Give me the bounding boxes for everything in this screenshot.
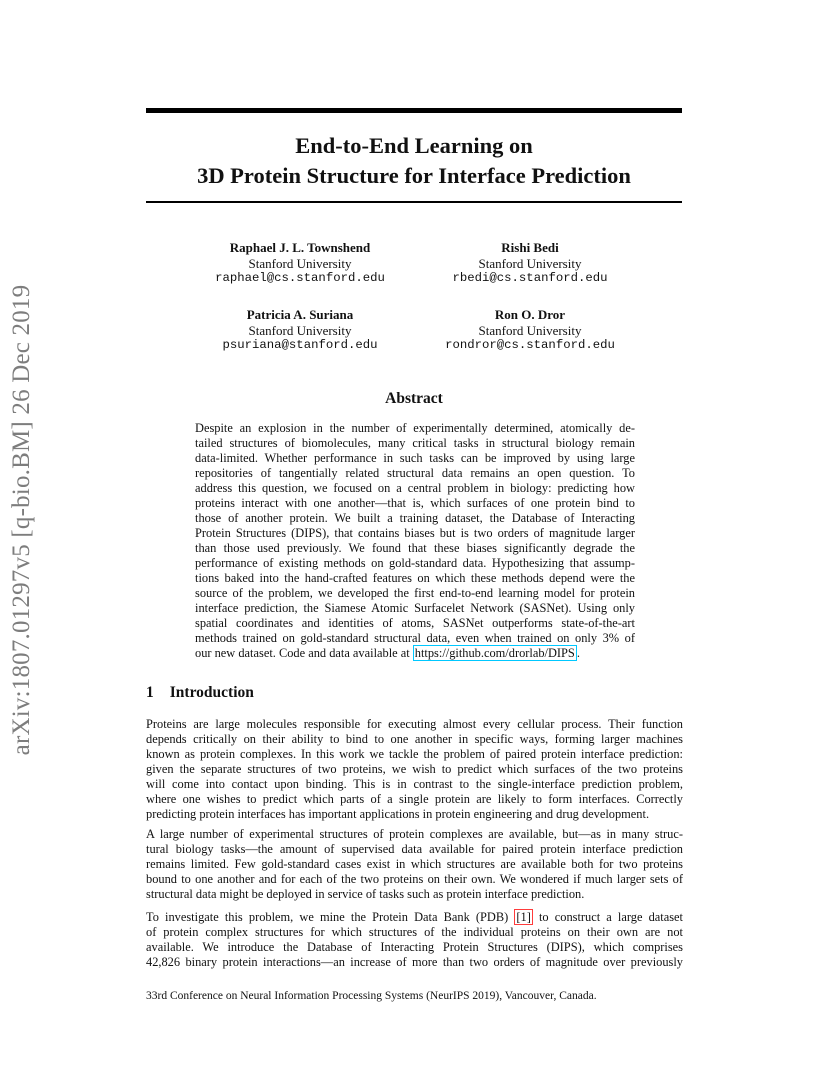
paragraph-line: Proteins are large molecules responsible for executing almost every cellular process. Their function bbox=[146, 717, 683, 731]
paragraph-line bbox=[146, 910, 683, 925]
abstract-line: spatial coordinates and identities of atoms, SASNet outperforms state-of-the-art bbox=[195, 616, 635, 630]
author-email[interactable]: psuriana@stanford.edu bbox=[222, 338, 378, 352]
author-email[interactable]: rbedi@cs.stanford.edu bbox=[452, 271, 608, 285]
title-bottom-rule bbox=[146, 201, 682, 203]
author-block bbox=[410, 307, 650, 354]
title-top-rule bbox=[146, 108, 682, 113]
abstract-line bbox=[195, 646, 635, 661]
paragraph bbox=[146, 717, 683, 822]
citation-link[interactable]: [1] bbox=[516, 910, 531, 924]
author-name: Raphael J. L. Townshend bbox=[229, 240, 371, 255]
github-link[interactable]: https://github.com/drorlab/DIPS bbox=[414, 646, 575, 660]
abstract-last-line-text: our new dataset. Code and data available at bbox=[195, 646, 413, 660]
paragraph-line: will come into contact upon binding. This is in contrast to the single-interface prediction problem, bbox=[146, 777, 683, 791]
abstract-line: proteins interact with one another—that is, which surfaces of one protein bind to bbox=[195, 496, 635, 510]
abstract-last-line-period: . bbox=[576, 646, 580, 660]
abstract-line: address this question, we focused on a central problem in biology: predicting how bbox=[195, 481, 635, 495]
section-heading-introduction bbox=[146, 684, 254, 702]
paragraph bbox=[146, 910, 683, 970]
author-name: Rishi Bedi bbox=[501, 240, 559, 255]
author-block bbox=[180, 307, 420, 354]
author-affiliation: Stanford University bbox=[478, 322, 582, 338]
conference-footnote: 33rd Conference on Neural Information Processing Systems (NeurIPS 2019), Vancouver, Canada. bbox=[146, 990, 597, 1002]
abstract-line: data-limited. Whether performance in such tasks can be improved by using large bbox=[195, 451, 635, 465]
abstract-line: interface prediction, the Siamese Atomic Surfacelet Network (SASNet). Using only bbox=[195, 601, 635, 615]
paragraph-line: remains limited. Few gold-standard cases exist in which structures are available both for two proteins bbox=[146, 857, 683, 871]
author-affiliation: Stanford University bbox=[478, 255, 582, 271]
author-block bbox=[180, 240, 420, 287]
paragraph-line: of protein complex structures for which structures of the individual proteins on their own are not bbox=[146, 925, 683, 939]
abstract-line: tions baked into the hand-crafted features on which these methods depend were the bbox=[195, 571, 635, 585]
paragraph bbox=[146, 827, 683, 902]
abstract-line: tailed structures of biomolecules, many critical tasks in structural biology remain bbox=[195, 436, 635, 450]
paragraph-line: given the separate structures of two proteins, we wish to predict which surfaces of the two proteins bbox=[146, 762, 683, 776]
abstract-line: than those used previously. We found that these biases significantly degrade the bbox=[195, 541, 635, 555]
abstract-body bbox=[195, 421, 635, 661]
paragraph-line: predicting protein interfaces has important applications in protein engineering and drug development. bbox=[146, 807, 650, 821]
author-block bbox=[410, 240, 650, 287]
paragraph-line: A large number of experimental structures of protein complexes are available, but—as in many struc- bbox=[146, 827, 683, 841]
arxiv-identifier-text: arXiv:1807.01297v5 [q-bio.BM] 26 Dec 2019 bbox=[8, 284, 35, 756]
paper-title-line-2: 3D Protein Structure for Interface Prediction bbox=[197, 163, 631, 188]
paragraph-line: known as protein complexes. In this work we tackle the problem of paired protein interface prediction: bbox=[146, 747, 683, 761]
abstract-line: performance of existing methods on gold-standard data. Hypothesizing that assump- bbox=[195, 556, 635, 570]
paper-title-line-1: End-to-End Learning on bbox=[295, 133, 533, 158]
abstract-line: Protein Structures (DIPS), that contains biases but is two orders of magnitude larger bbox=[195, 526, 635, 540]
paragraph-line: 42,826 binary protein interactions—an increase of more than two orders of magnitude over previously bbox=[146, 955, 683, 969]
paragraph-text: To investigate this problem, we mine the Protein Data Bank (PDB) bbox=[146, 910, 515, 924]
paragraph-line: bound to one another and for each of the two proteins on their own. We wondered if much larger sets of bbox=[146, 872, 683, 886]
author-name: Ron O. Dror bbox=[494, 307, 566, 322]
section-title: Introduction bbox=[169, 684, 254, 701]
paragraph-text: to construct a large dataset bbox=[532, 910, 684, 924]
paragraph-line: tural biology tasks—the amount of supervised data available for paired protein interface prediction bbox=[146, 842, 683, 856]
author-email[interactable]: rondror@cs.stanford.edu bbox=[445, 338, 615, 352]
abstract-line: source of the problem, we developed the first end-to-end learning model for protein bbox=[195, 586, 635, 600]
abstract-line: methods trained on gold-standard structural data, even when trained on only 3% of bbox=[195, 631, 635, 645]
paragraph-line: where one wishes to predict which parts of a single protein are likely to form interfaces. Correctly bbox=[146, 792, 683, 806]
abstract-line: repositories of tangentially related structural data remains an open question. To bbox=[195, 466, 635, 480]
abstract-heading: Abstract bbox=[385, 390, 443, 407]
paper-title bbox=[146, 131, 682, 191]
paragraph-line: depends critically on their ability to bind to one another in specific ways, forming larger machines bbox=[146, 732, 683, 746]
paragraph-line: structural data might be deployed in service of tasks such as protein interface prediction. bbox=[146, 887, 585, 901]
abstract-line: Despite an explosion in the number of experimentally determined, atomically de- bbox=[195, 421, 635, 435]
paragraph-line: available. We introduce the Database of Interacting Protein Structures (DIPS), which comprises bbox=[146, 940, 683, 954]
author-affiliation: Stanford University bbox=[248, 255, 352, 271]
author-name: Patricia A. Suriana bbox=[246, 307, 354, 322]
author-affiliation: Stanford University bbox=[248, 322, 352, 338]
author-email[interactable]: raphael@cs.stanford.edu bbox=[215, 271, 385, 285]
abstract-line: those of another protein. We built a training dataset, the Database of Interacting bbox=[195, 511, 635, 525]
section-number: 1 bbox=[146, 684, 154, 701]
